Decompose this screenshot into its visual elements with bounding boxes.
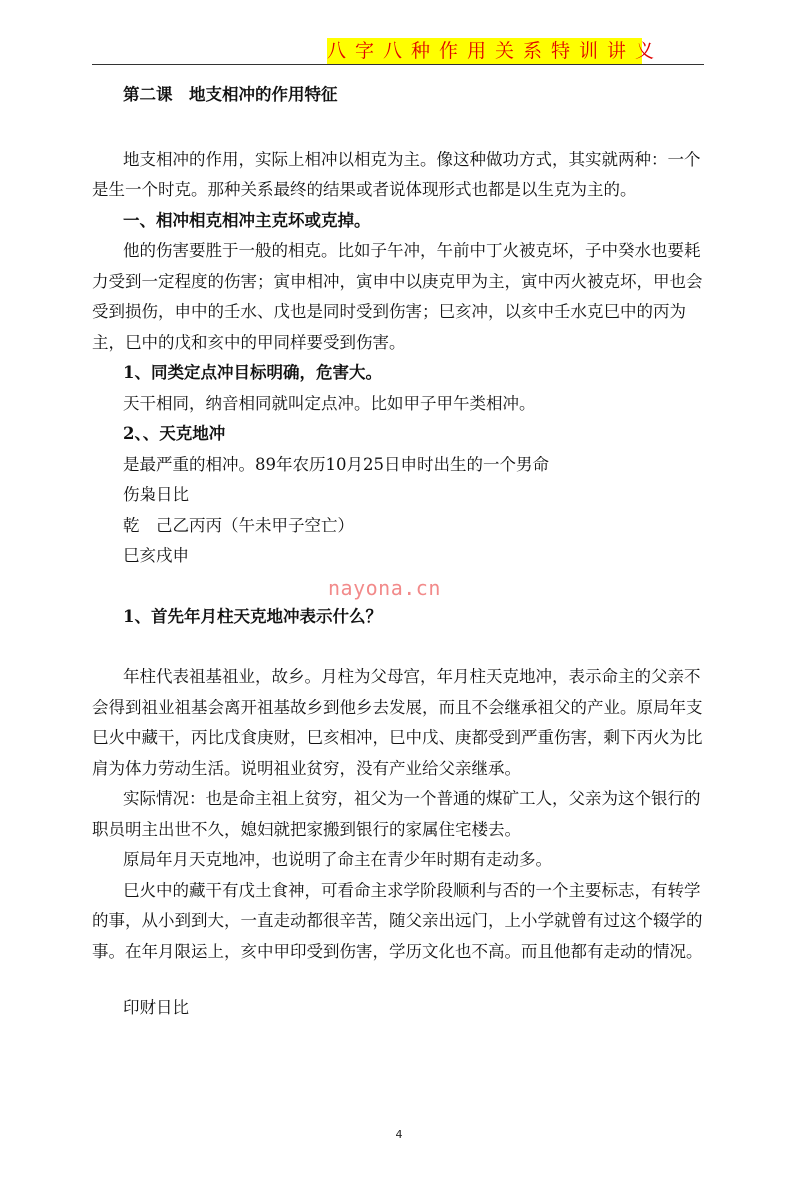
page-header — [92, 0, 704, 65]
lesson-title: 第二课 地支相冲的作用特征 — [123, 85, 338, 104]
chart-line-3: 巳亥戌申 — [123, 546, 189, 565]
answer-paragraph-4: 巳火中的藏干有戊土食神，可看命主求学阶段顺利与否的一个主要标志，有转学的事，从小到到大，一直走动都很辛苦，随父亲出远门，上小学就曾有过这个辍学的事。在年月限运上，亥中甲印受到伤害，学历文化也不高。而且他都有走动的情况。 — [92, 880, 703, 961]
document-title: 八字八种作用关系特训讲义 — [327, 40, 664, 62]
answer-paragraph-1: 年柱代表祖基祖业，故乡。月柱为父母宫，年月柱天克地冲，表示命主的父亲不会得到祖业祖基会离开祖基故乡到他乡去发展，而且不会继承祖父的产业。原局年支巳火中藏干，丙比戊食庚财，巳亥相冲，巳中戊、庚都受到严重伤害，剩下丙火为比肩为体力劳动生活。说明祖业贫穷，没有产业给父亲继承。 — [92, 667, 703, 778]
section1-body: 他的伤害要胜于一般的相克。比如子午冲，午前中丁火被克坏，子中癸水也要耗力受到一定程度的伤害；寅申相冲，寅申中以庚克甲为主，寅中丙火被克坏，甲也会受到损伤，申中的壬水、戊也是同时受到伤害；巳亥冲，以亥中壬水克巳中的丙为主，巳中的戊和亥中的甲同样要受到伤害。 — [92, 241, 703, 352]
sub2-heading: 2、、天克地冲 — [123, 424, 226, 443]
page-number: 4 — [395, 1128, 403, 1141]
answer-paragraph-2: 实际情况：也是命主祖上贫穷，祖父为一个普通的煤矿工人，父亲为这个银行的职员明主出世不久，媳妇就把家搬到银行的家属住宅楼去。 — [92, 789, 701, 839]
sub1-heading: 1、同类定点冲目标明确，危害大。 — [123, 363, 382, 382]
intro-paragraph: 地支相冲的作用，实际上相冲以相克为主。像这种做功方式，其实就两种：一个是生一个时克。那种关系最终的结果或者说体现形式也都是以生克为主的。 — [92, 149, 701, 199]
watermark: nayona.cn — [328, 576, 441, 600]
chart-line-2: 乾 己乙丙丙（午未甲子空亡） — [123, 515, 354, 535]
footer-line: 印财日比 — [123, 998, 189, 1017]
chart-line-1: 伤枭日比 — [123, 485, 189, 504]
sub1-body: 天干相同，纳音相同就叫定点冲。比如甲子甲午类相冲。 — [123, 393, 536, 413]
question-1: 1、首先年月柱天克地冲表示什么？ — [123, 606, 382, 626]
sub2-body: 是最严重的相冲。89年农历10月25日申时出生的一个男命 — [123, 454, 549, 474]
page-content — [92, 80, 704, 1024]
section1-heading: 一、相冲相克相冲主克坏或克掉。 — [123, 210, 371, 230]
answer-paragraph-3: 原局年月天克地冲，也说明了命主在青少年时期有走动多。 — [123, 850, 552, 869]
